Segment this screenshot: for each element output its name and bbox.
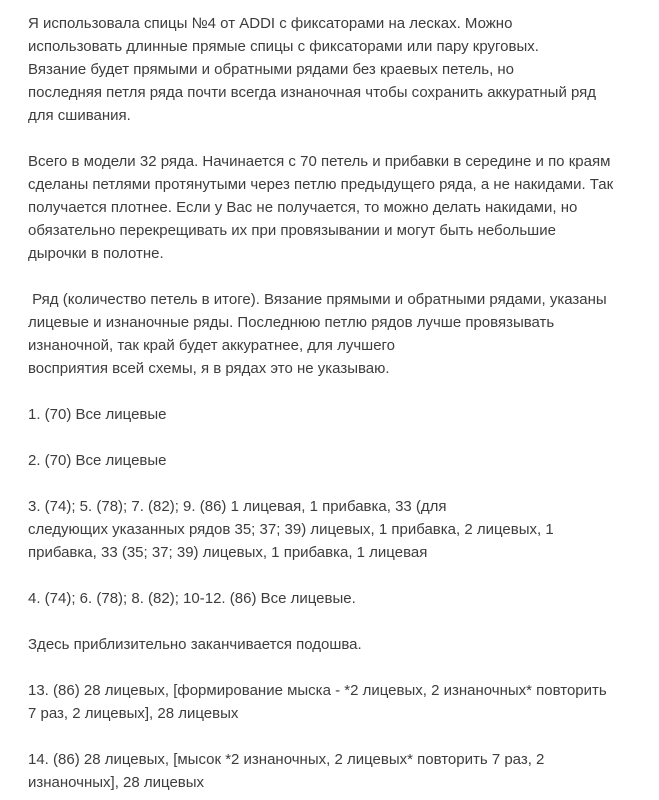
text-line: 7 раз, 2 лицевых], 28 лицевых <box>28 705 239 722</box>
note-paragraph <box>28 633 641 656</box>
text-line: восприятия всей схемы, я в рядах это не указываю. <box>28 360 390 377</box>
text-line: 13. (86) 28 лицевых, [формирование мыска - *2 лицевых, 2 изнаночных* повторить <box>28 682 607 699</box>
text-line: использовать длинные прямые спицы с фиксаторами или пару круговых. <box>28 38 539 55</box>
text-line: изнаночной, так край будет аккуратнее, для лучшего <box>28 337 396 354</box>
intro-paragraph <box>28 12 641 127</box>
text-line: 2. (70) Все лицевые <box>28 452 167 469</box>
row-instruction <box>28 495 641 564</box>
text-line: Ряд (количество петель в итоге). Вязание прямыми и обратными рядами, указаны <box>28 291 607 308</box>
text-line: последняя петля ряда почти всегда изнаночная чтобы сохранить аккуратный ряд <box>28 84 597 101</box>
text-line: 1. (70) Все лицевые <box>28 406 167 423</box>
text-line: лицевые и изнаночные ряды. Последнюю петлю рядов лучше провязывать <box>28 314 555 331</box>
text-line: сделаны петлями протянутыми через петлю предыдущего ряда, а не накидами. Так <box>28 176 614 193</box>
text-line: дырочки в полотне. <box>28 245 164 262</box>
row-instruction <box>28 449 641 472</box>
text-line: Вязание будет прямыми и обратными рядами без краевых петель, но <box>28 61 515 78</box>
text-line: получается плотнее. Если у Вас не получается, то можно делать накидами, но <box>28 199 578 216</box>
legend-paragraph <box>28 288 641 380</box>
text-line: 3. (74); 5. (78); 7. (82); 9. (86) 1 лицевая, 1 прибавка, 33 (для <box>28 498 447 515</box>
row-instruction <box>28 587 641 610</box>
text-line: для сшивания. <box>28 107 131 124</box>
text-line: следующих указанных рядов 35; 37; 39) лицевых, 1 прибавка, 2 лицевых, 1 <box>28 521 554 538</box>
text-line: изнаночных], 28 лицевых <box>28 774 205 791</box>
text-line: Всего в модели 32 ряда. Начинается с 70 петель и прибавки в середине и по краям <box>28 153 611 170</box>
model-description-paragraph <box>28 150 641 265</box>
text-line: 14. (86) 28 лицевых, [мысок *2 изнаночных, 2 лицевых* повторить 7 раз, 2 <box>28 751 545 768</box>
row-instruction <box>28 679 641 725</box>
row-instruction <box>28 748 641 794</box>
text-line: Я использовала спицы №4 от ADDI с фиксаторами на лесках. Можно <box>28 15 513 32</box>
text-line: обязательно перекрещивать их при провязывании и могут быть небольшие <box>28 222 556 239</box>
text-line: Здесь приблизительно заканчивается подошва. <box>28 636 362 653</box>
row-instruction <box>28 403 641 426</box>
text-line: 4. (74); 6. (78); 8. (82); 10-12. (86) Все лицевые. <box>28 590 356 607</box>
text-line: прибавка, 33 (35; 37; 39) лицевых, 1 прибавка, 1 лицевая <box>28 544 428 561</box>
